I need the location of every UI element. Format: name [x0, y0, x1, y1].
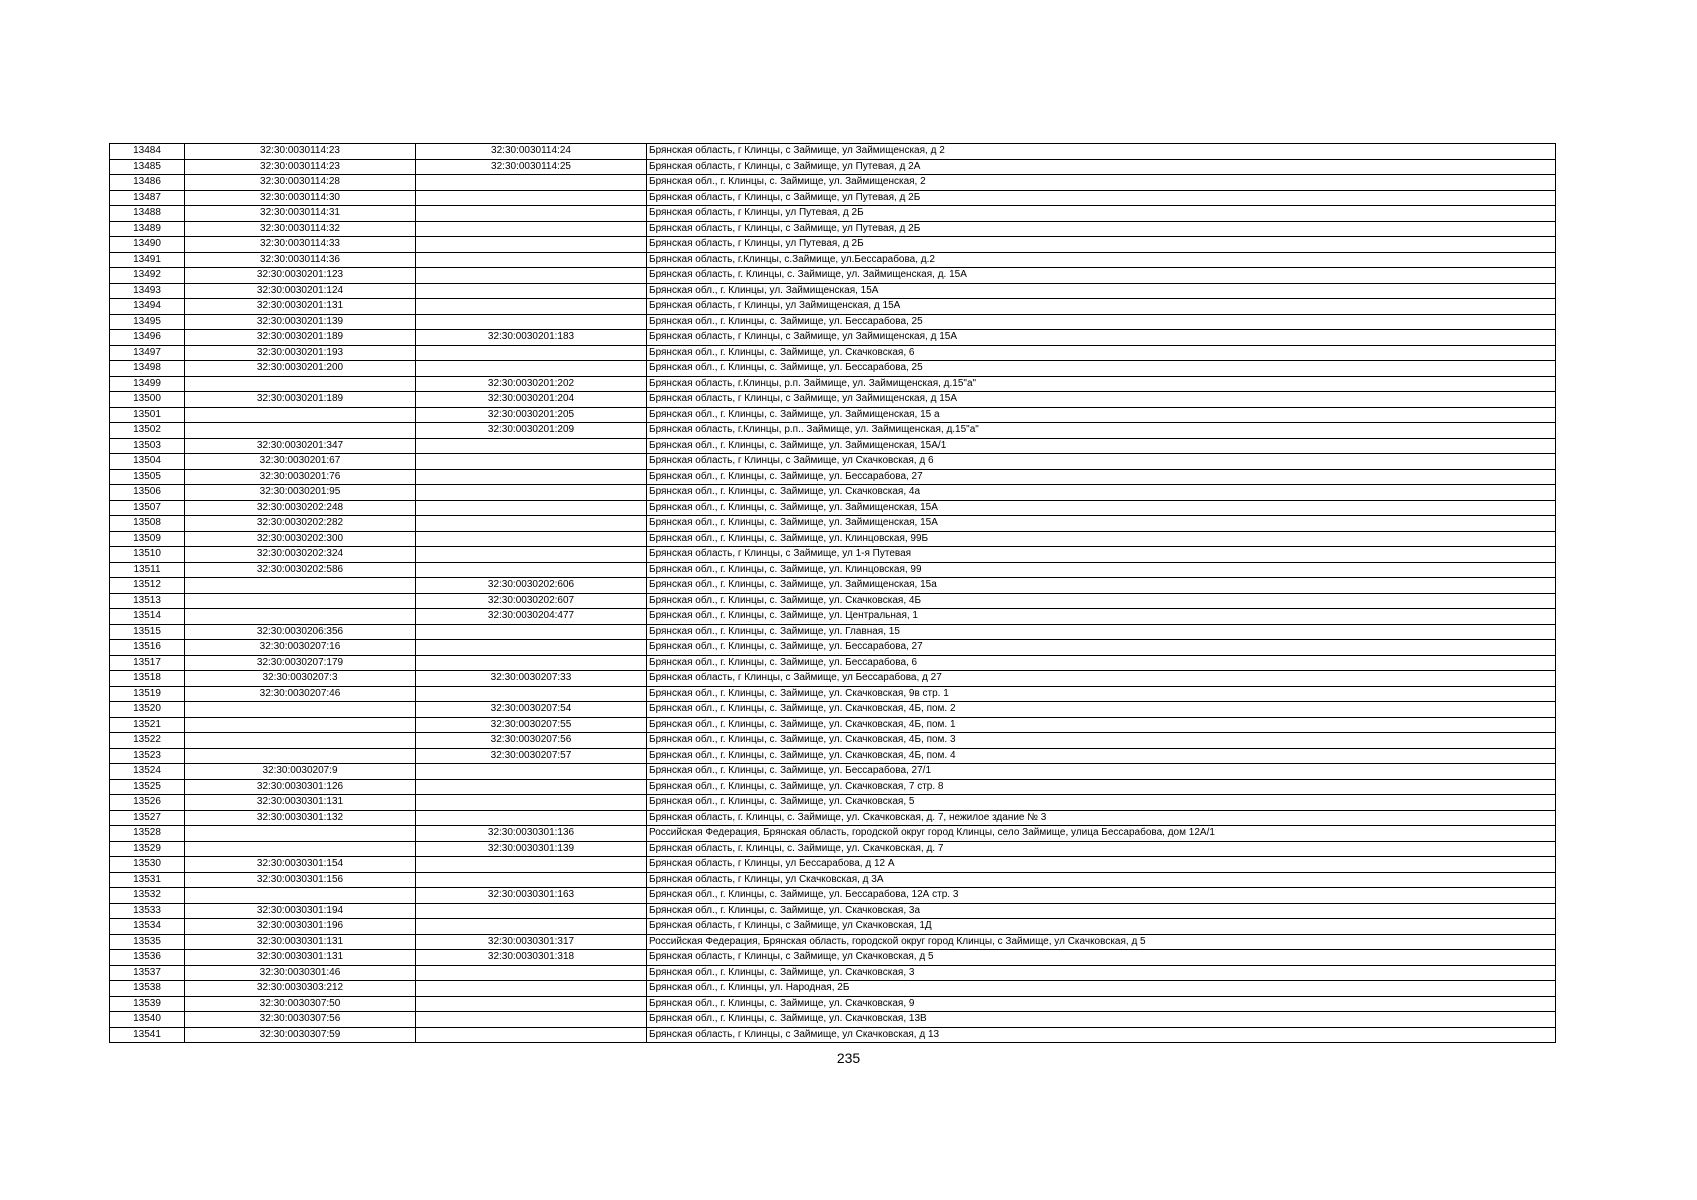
table-row: [110, 795, 1556, 811]
row-number-cell: 13537: [110, 965, 185, 981]
address-cell: Брянская область, г Клинцы, с Займище, ул Займищенская, д 15А: [647, 330, 1556, 346]
cadastral-number-cell: 32:30:0030301:131: [185, 934, 416, 950]
table-row: [110, 624, 1556, 640]
address-cell: Российская Федерация, Брянская область, городской округ город Клинцы, село Займище, улица Бессарабова, дом 12А/1: [647, 826, 1556, 842]
table-row: [110, 299, 1556, 315]
parent-cadastral-number-cell: [416, 919, 647, 935]
row-number-cell: 13522: [110, 733, 185, 749]
cadastral-number-cell: 32:30:0030201:139: [185, 314, 416, 330]
row-number-cell: 13500: [110, 392, 185, 408]
address-cell: Брянская обл., г. Клинцы, с. Займище, ул. Бессарабова, 25: [647, 361, 1556, 377]
address-cell: Брянская область, г Клинцы, с Займище, ул Займищенская, д 15А: [647, 392, 1556, 408]
table-row: [110, 159, 1556, 175]
cadastral-number-cell: 32:30:0030307:50: [185, 996, 416, 1012]
parent-cadastral-number-cell: [416, 562, 647, 578]
cadastral-number-cell: 32:30:0030201:67: [185, 454, 416, 470]
cadastral-number-cell: [185, 609, 416, 625]
parent-cadastral-number-cell: [416, 206, 647, 222]
address-cell: Брянская область, г Клинцы, ул Займищенская, д 15А: [647, 299, 1556, 315]
address-cell: Брянская обл., г. Клинцы, с. Займище, ул. Бессарабова, 12А стр. 3: [647, 888, 1556, 904]
table-row: [110, 981, 1556, 997]
row-number-cell: 13526: [110, 795, 185, 811]
row-number-cell: 13509: [110, 531, 185, 547]
table-row: [110, 345, 1556, 361]
row-number-cell: 13497: [110, 345, 185, 361]
parent-cadastral-number-cell: [416, 252, 647, 268]
address-cell: Брянская обл., г. Клинцы, ул. Займищенская, 15А: [647, 283, 1556, 299]
cadastral-number-cell: 32:30:0030301:132: [185, 810, 416, 826]
row-number-cell: 13507: [110, 500, 185, 516]
cadastral-number-cell: 32:30:0030206:356: [185, 624, 416, 640]
row-number-cell: 13536: [110, 950, 185, 966]
table-row: [110, 175, 1556, 191]
table-row: [110, 485, 1556, 501]
address-cell: Брянская область, г Клинцы, с Займище, ул Путевая, д 2Б: [647, 190, 1556, 206]
cadastral-number-cell: 32:30:0030301:194: [185, 903, 416, 919]
address-cell: Брянская область, г. Клинцы, с. Займище, ул. Скачковская, д. 7, нежилое здание № 3: [647, 810, 1556, 826]
row-number-cell: 13521: [110, 717, 185, 733]
address-cell: Брянская обл., г. Клинцы, с. Займище, ул. Займищенская, 15 а: [647, 407, 1556, 423]
address-cell: Брянская область, г. Клинцы, с. Займище, ул. Скачковская, д. 7: [647, 841, 1556, 857]
row-number-cell: 13533: [110, 903, 185, 919]
row-number-cell: 13517: [110, 655, 185, 671]
parent-cadastral-number-cell: [416, 1027, 647, 1043]
table-row: [110, 268, 1556, 284]
row-number-cell: 13513: [110, 593, 185, 609]
table-row: [110, 872, 1556, 888]
address-cell: Брянская обл., г. Клинцы, с. Займище, ул. Клинцовская, 99: [647, 562, 1556, 578]
row-number-cell: 13493: [110, 283, 185, 299]
address-cell: Брянская обл., г. Клинцы, с. Займище, ул. Скачковская, 7 стр. 8: [647, 779, 1556, 795]
row-number-cell: 13502: [110, 423, 185, 439]
row-number-cell: 13510: [110, 547, 185, 563]
table-row: [110, 717, 1556, 733]
row-number-cell: 13488: [110, 206, 185, 222]
cadastral-number-cell: 32:30:0030207:179: [185, 655, 416, 671]
table-row: [110, 826, 1556, 842]
cadastral-number-cell: [185, 423, 416, 439]
document-page: [109, 143, 1555, 1043]
cadastral-number-cell: 32:30:0030201:76: [185, 469, 416, 485]
table-row: [110, 950, 1556, 966]
parent-cadastral-number-cell: 32:30:0030207:54: [416, 702, 647, 718]
address-cell: Брянская обл., г. Клинцы, с. Займище, ул. Скачковская, 3: [647, 965, 1556, 981]
row-number-cell: 13495: [110, 314, 185, 330]
address-cell: Брянская обл., г. Клинцы, с. Займище, ул. Займищенская, 15А/1: [647, 438, 1556, 454]
row-number-cell: 13535: [110, 934, 185, 950]
cadastral-number-cell: 32:30:0030201:189: [185, 392, 416, 408]
parent-cadastral-number-cell: 32:30:0030202:606: [416, 578, 647, 594]
address-cell: Брянская обл., г. Клинцы, с. Займище, ул. Скачковская, 4Б, пом. 4: [647, 748, 1556, 764]
row-number-cell: 13518: [110, 671, 185, 687]
row-number-cell: 13538: [110, 981, 185, 997]
parent-cadastral-number-cell: [416, 190, 647, 206]
parent-cadastral-number-cell: 32:30:0030114:24: [416, 144, 647, 160]
page-number: 235: [836, 1050, 861, 1066]
address-cell: Брянская область, г.Клинцы, с.Займище, ул.Бессарабова, д.2: [647, 252, 1556, 268]
table-row: [110, 314, 1556, 330]
address-cell: Брянская область, г Клинцы, с Займище, ул Скачковская, д 13: [647, 1027, 1556, 1043]
table-row: [110, 283, 1556, 299]
cadastral-number-cell: 32:30:0030207:16: [185, 640, 416, 656]
row-number-cell: 13484: [110, 144, 185, 160]
table-body: [110, 144, 1556, 1043]
parent-cadastral-number-cell: [416, 237, 647, 253]
parent-cadastral-number-cell: 32:30:0030201:205: [416, 407, 647, 423]
address-cell: Брянская область, г Клинцы, с Займище, ул Скачковская, д 5: [647, 950, 1556, 966]
parent-cadastral-number-cell: 32:30:0030114:25: [416, 159, 647, 175]
cadastral-number-cell: 32:30:0030207:3: [185, 671, 416, 687]
parent-cadastral-number-cell: 32:30:0030201:204: [416, 392, 647, 408]
table-row: [110, 841, 1556, 857]
parent-cadastral-number-cell: [416, 221, 647, 237]
row-number-cell: 13512: [110, 578, 185, 594]
table-row: [110, 1027, 1556, 1043]
cadastral-number-cell: [185, 717, 416, 733]
parent-cadastral-number-cell: [416, 996, 647, 1012]
table-row: [110, 609, 1556, 625]
cadastral-number-cell: 32:30:0030114:36: [185, 252, 416, 268]
address-cell: Брянская обл., г. Клинцы, с. Займище, ул. Бессарабова, 6: [647, 655, 1556, 671]
row-number-cell: 13486: [110, 175, 185, 191]
cadastral-number-cell: 32:30:0030202:282: [185, 516, 416, 532]
table-row: [110, 578, 1556, 594]
cadastral-number-cell: 32:30:0030114:30: [185, 190, 416, 206]
address-cell: Брянская обл., г. Клинцы, с. Займище, ул. Клинцовская, 99Б: [647, 531, 1556, 547]
address-cell: Брянская область, г Клинцы, с Займище, ул Бессарабова, д 27: [647, 671, 1556, 687]
cadastral-number-cell: 32:30:0030301:126: [185, 779, 416, 795]
row-number-cell: 13499: [110, 376, 185, 392]
address-cell: Брянская обл., г. Клинцы, с. Займище, ул. Займищенская, 2: [647, 175, 1556, 191]
table-row: [110, 252, 1556, 268]
cadastral-number-cell: [185, 376, 416, 392]
parent-cadastral-number-cell: [416, 857, 647, 873]
row-number-cell: 13515: [110, 624, 185, 640]
table-row: [110, 454, 1556, 470]
table-row: [110, 361, 1556, 377]
row-number-cell: 13516: [110, 640, 185, 656]
row-number-cell: 13501: [110, 407, 185, 423]
table-row: [110, 190, 1556, 206]
address-cell: Брянская область, г Клинцы, ул Бессарабова, д 12 А: [647, 857, 1556, 873]
table-row: [110, 748, 1556, 764]
table-row: [110, 903, 1556, 919]
cadastral-number-cell: 32:30:0030307:59: [185, 1027, 416, 1043]
table-row: [110, 764, 1556, 780]
cadastral-number-cell: 32:30:0030202:586: [185, 562, 416, 578]
cadastral-number-cell: 32:30:0030201:131: [185, 299, 416, 315]
table-row: [110, 516, 1556, 532]
cadastral-number-cell: 32:30:0030201:124: [185, 283, 416, 299]
cadastral-number-cell: [185, 748, 416, 764]
parent-cadastral-number-cell: [416, 283, 647, 299]
parent-cadastral-number-cell: [416, 779, 647, 795]
parent-cadastral-number-cell: [416, 640, 647, 656]
cadastral-number-cell: [185, 593, 416, 609]
row-number-cell: 13525: [110, 779, 185, 795]
table-row: [110, 206, 1556, 222]
parent-cadastral-number-cell: 32:30:0030204:477: [416, 609, 647, 625]
parent-cadastral-number-cell: [416, 872, 647, 888]
parent-cadastral-number-cell: 32:30:0030207:57: [416, 748, 647, 764]
parent-cadastral-number-cell: [416, 764, 647, 780]
address-cell: Брянская обл., г. Клинцы, с. Займище, ул. Бессарабова, 27: [647, 640, 1556, 656]
row-number-cell: 13528: [110, 826, 185, 842]
address-cell: Брянская обл., г. Клинцы, с. Займище, ул. Скачковская, 9: [647, 996, 1556, 1012]
address-cell: Российская Федерация, Брянская область, городской округ город Клинцы, с Займище, ул Скачковская, д 5: [647, 934, 1556, 950]
table-row: [110, 640, 1556, 656]
address-cell: Брянская обл., г. Клинцы, с. Займище, ул. Скачковская, 4Б: [647, 593, 1556, 609]
parent-cadastral-number-cell: [416, 438, 647, 454]
row-number-cell: 13532: [110, 888, 185, 904]
row-number-cell: 13539: [110, 996, 185, 1012]
row-number-cell: 13541: [110, 1027, 185, 1043]
table-row: [110, 779, 1556, 795]
address-cell: Брянская обл., г. Клинцы, с. Займище, ул. Скачковская, 9в стр. 1: [647, 686, 1556, 702]
address-cell: Брянская область, г Клинцы, с Займище, ул 1-я Путевая: [647, 547, 1556, 563]
parent-cadastral-number-cell: [416, 516, 647, 532]
cadastral-number-cell: 32:30:0030114:31: [185, 206, 416, 222]
cadastral-number-cell: 32:30:0030202:248: [185, 500, 416, 516]
table-row: [110, 686, 1556, 702]
parent-cadastral-number-cell: 32:30:0030207:56: [416, 733, 647, 749]
table-row: [110, 221, 1556, 237]
row-number-cell: 13504: [110, 454, 185, 470]
address-cell: Брянская обл., г. Клинцы, ул. Народная, 2Б: [647, 981, 1556, 997]
address-cell: Брянская область, г.Клинцы, р.п. Займище, ул. Займищенская, д.15"а": [647, 376, 1556, 392]
table-row: [110, 237, 1556, 253]
table-row: [110, 531, 1556, 547]
parent-cadastral-number-cell: 32:30:0030301:163: [416, 888, 647, 904]
parent-cadastral-number-cell: [416, 686, 647, 702]
cadastral-number-cell: 32:30:0030301:46: [185, 965, 416, 981]
table-row: [110, 392, 1556, 408]
table-row: [110, 671, 1556, 687]
table-row: [110, 330, 1556, 346]
table-row: [110, 144, 1556, 160]
parent-cadastral-number-cell: [416, 810, 647, 826]
row-number-cell: 13531: [110, 872, 185, 888]
parent-cadastral-number-cell: 32:30:0030207:55: [416, 717, 647, 733]
row-number-cell: 13489: [110, 221, 185, 237]
row-number-cell: 13529: [110, 841, 185, 857]
parent-cadastral-number-cell: [416, 624, 647, 640]
parent-cadastral-number-cell: [416, 299, 647, 315]
cadastral-number-cell: 32:30:0030303:212: [185, 981, 416, 997]
parent-cadastral-number-cell: 32:30:0030201:202: [416, 376, 647, 392]
parent-cadastral-number-cell: [416, 547, 647, 563]
address-cell: Брянская обл., г. Клинцы, с. Займище, ул. Скачковская, 4а: [647, 485, 1556, 501]
cadastral-number-cell: 32:30:0030114:33: [185, 237, 416, 253]
parent-cadastral-number-cell: [416, 485, 647, 501]
parent-cadastral-number-cell: [416, 345, 647, 361]
table-row: [110, 733, 1556, 749]
address-cell: Брянская обл., г. Клинцы, с. Займище, ул. Займищенская, 15А: [647, 500, 1556, 516]
address-cell: Брянская область, г Клинцы, ул Путевая, д 2Б: [647, 206, 1556, 222]
table-row: [110, 857, 1556, 873]
row-number-cell: 13503: [110, 438, 185, 454]
row-number-cell: 13514: [110, 609, 185, 625]
cadastral-number-cell: 32:30:0030207:9: [185, 764, 416, 780]
parent-cadastral-number-cell: [416, 655, 647, 671]
parent-cadastral-number-cell: 32:30:0030202:607: [416, 593, 647, 609]
parent-cadastral-number-cell: [416, 454, 647, 470]
row-number-cell: 13534: [110, 919, 185, 935]
cadastral-number-cell: [185, 733, 416, 749]
parent-cadastral-number-cell: [416, 268, 647, 284]
table-row: [110, 376, 1556, 392]
parent-cadastral-number-cell: 32:30:0030201:209: [416, 423, 647, 439]
row-number-cell: 13524: [110, 764, 185, 780]
cadastral-number-cell: 32:30:0030202:300: [185, 531, 416, 547]
parent-cadastral-number-cell: 32:30:0030301:136: [416, 826, 647, 842]
table-row: [110, 547, 1556, 563]
parent-cadastral-number-cell: 32:30:0030201:183: [416, 330, 647, 346]
row-number-cell: 13505: [110, 469, 185, 485]
address-cell: Брянская область, г Клинцы, с Займище, ул Скачковская, д 6: [647, 454, 1556, 470]
row-number-cell: 13530: [110, 857, 185, 873]
table-row: [110, 934, 1556, 950]
address-cell: Брянская область, г Клинцы, ул Путевая, д 2Б: [647, 237, 1556, 253]
row-number-cell: 13492: [110, 268, 185, 284]
cadastral-number-cell: [185, 407, 416, 423]
table-row: [110, 655, 1556, 671]
table-row: [110, 965, 1556, 981]
row-number-cell: 13490: [110, 237, 185, 253]
address-cell: Брянская область, г. Клинцы, с. Займище, ул. Займищенская, д. 15А: [647, 268, 1556, 284]
table-row: [110, 810, 1556, 826]
address-cell: Брянская область, г Клинцы, с Займище, ул Скачковская, 1Д: [647, 919, 1556, 935]
row-number-cell: 13527: [110, 810, 185, 826]
cadastral-number-cell: 32:30:0030114:23: [185, 144, 416, 160]
address-cell: Брянская обл., г. Клинцы, с. Займище, ул. Скачковская, 4Б, пом. 3: [647, 733, 1556, 749]
cadastral-number-cell: [185, 888, 416, 904]
address-cell: Брянская обл., г. Клинцы, с. Займище, ул. Центральная, 1: [647, 609, 1556, 625]
cadastral-number-cell: 32:30:0030201:193: [185, 345, 416, 361]
address-cell: Брянская обл., г. Клинцы, с. Займище, ул. Займищенская, 15а: [647, 578, 1556, 594]
row-number-cell: 13540: [110, 1012, 185, 1028]
cadastral-number-cell: 32:30:0030202:324: [185, 547, 416, 563]
address-cell: Брянская обл., г. Клинцы, с. Займище, ул. Бессарабова, 25: [647, 314, 1556, 330]
parent-cadastral-number-cell: 32:30:0030301:139: [416, 841, 647, 857]
parent-cadastral-number-cell: [416, 531, 647, 547]
parent-cadastral-number-cell: [416, 175, 647, 191]
address-cell: Брянская обл., г. Клинцы, с. Займище, ул. Займищенская, 15А: [647, 516, 1556, 532]
cadastral-number-cell: 32:30:0030201:123: [185, 268, 416, 284]
cadastral-number-cell: [185, 702, 416, 718]
address-cell: Брянская область, г Клинцы, с Займище, ул Путевая, д 2Б: [647, 221, 1556, 237]
cadastral-number-cell: 32:30:0030201:95: [185, 485, 416, 501]
table-row: [110, 469, 1556, 485]
table-row: [110, 407, 1556, 423]
address-cell: Брянская обл., г. Клинцы, с. Займище, ул. Главная, 15: [647, 624, 1556, 640]
parent-cadastral-number-cell: [416, 314, 647, 330]
row-number-cell: 13508: [110, 516, 185, 532]
address-cell: Брянская область, г Клинцы, с Займище, ул Путевая, д 2А: [647, 159, 1556, 175]
table-row: [110, 500, 1556, 516]
parent-cadastral-number-cell: [416, 500, 647, 516]
cadastral-number-cell: 32:30:0030114:32: [185, 221, 416, 237]
cadastral-number-cell: 32:30:0030207:46: [185, 686, 416, 702]
address-cell: Брянская обл., г. Клинцы, с. Займище, ул. Скачковская, 5: [647, 795, 1556, 811]
cadastral-number-cell: 32:30:0030307:56: [185, 1012, 416, 1028]
table-row: [110, 438, 1556, 454]
row-number-cell: 13519: [110, 686, 185, 702]
address-cell: Брянская обл., г. Клинцы, с. Займище, ул. Скачковская, 4Б, пом. 1: [647, 717, 1556, 733]
cadastral-number-cell: [185, 578, 416, 594]
cadastral-number-cell: 32:30:0030301:131: [185, 950, 416, 966]
cadastral-number-cell: 32:30:0030301:154: [185, 857, 416, 873]
row-number-cell: 13520: [110, 702, 185, 718]
cadastral-number-cell: 32:30:0030201:200: [185, 361, 416, 377]
row-number-cell: 13487: [110, 190, 185, 206]
table-row: [110, 919, 1556, 935]
row-number-cell: 13506: [110, 485, 185, 501]
cadastral-number-cell: 32:30:0030301:156: [185, 872, 416, 888]
parent-cadastral-number-cell: [416, 1012, 647, 1028]
row-number-cell: 13485: [110, 159, 185, 175]
table-row: [110, 562, 1556, 578]
address-cell: Брянская обл., г. Клинцы, с. Займище, ул. Бессарабова, 27: [647, 469, 1556, 485]
parent-cadastral-number-cell: [416, 469, 647, 485]
address-cell: Брянская область, г Клинцы, с Займище, ул Займищенская, д 2: [647, 144, 1556, 160]
cadastral-number-cell: 32:30:0030301:196: [185, 919, 416, 935]
address-cell: Брянская область, г.Клинцы, р.п.. Займище, ул. Займищенская, д.15"а": [647, 423, 1556, 439]
table-row: [110, 1012, 1556, 1028]
address-cell: Брянская область, г Клинцы, ул Скачковская, д 3А: [647, 872, 1556, 888]
address-cell: Брянская обл., г. Клинцы, с. Займище, ул. Скачковская, 3а: [647, 903, 1556, 919]
parent-cadastral-number-cell: 32:30:0030207:33: [416, 671, 647, 687]
row-number-cell: 13496: [110, 330, 185, 346]
address-cell: Брянская обл., г. Клинцы, с. Займище, ул. Скачковская, 13В: [647, 1012, 1556, 1028]
cadastral-number-cell: 32:30:0030201:347: [185, 438, 416, 454]
property-register-table: [109, 143, 1556, 1043]
table-row: [110, 423, 1556, 439]
cadastral-number-cell: 32:30:0030114:28: [185, 175, 416, 191]
address-cell: Брянская обл., г. Клинцы, с. Займище, ул. Бессарабова, 27/1: [647, 764, 1556, 780]
parent-cadastral-number-cell: 32:30:0030301:317: [416, 934, 647, 950]
table-row: [110, 996, 1556, 1012]
parent-cadastral-number-cell: [416, 965, 647, 981]
row-number-cell: 13523: [110, 748, 185, 764]
cadastral-number-cell: [185, 841, 416, 857]
cadastral-number-cell: 32:30:0030301:131: [185, 795, 416, 811]
address-cell: Брянская обл., г. Клинцы, с. Займище, ул. Скачковская, 4Б, пом. 2: [647, 702, 1556, 718]
address-cell: Брянская обл., г. Клинцы, с. Займище, ул. Скачковская, 6: [647, 345, 1556, 361]
parent-cadastral-number-cell: [416, 795, 647, 811]
cadastral-number-cell: [185, 826, 416, 842]
row-number-cell: 13511: [110, 562, 185, 578]
table-row: [110, 702, 1556, 718]
row-number-cell: 13491: [110, 252, 185, 268]
table-row: [110, 593, 1556, 609]
cadastral-number-cell: 32:30:0030114:23: [185, 159, 416, 175]
parent-cadastral-number-cell: [416, 903, 647, 919]
cadastral-number-cell: 32:30:0030201:189: [185, 330, 416, 346]
parent-cadastral-number-cell: 32:30:0030301:318: [416, 950, 647, 966]
table-row: [110, 888, 1556, 904]
parent-cadastral-number-cell: [416, 361, 647, 377]
parent-cadastral-number-cell: [416, 981, 647, 997]
row-number-cell: 13498: [110, 361, 185, 377]
row-number-cell: 13494: [110, 299, 185, 315]
